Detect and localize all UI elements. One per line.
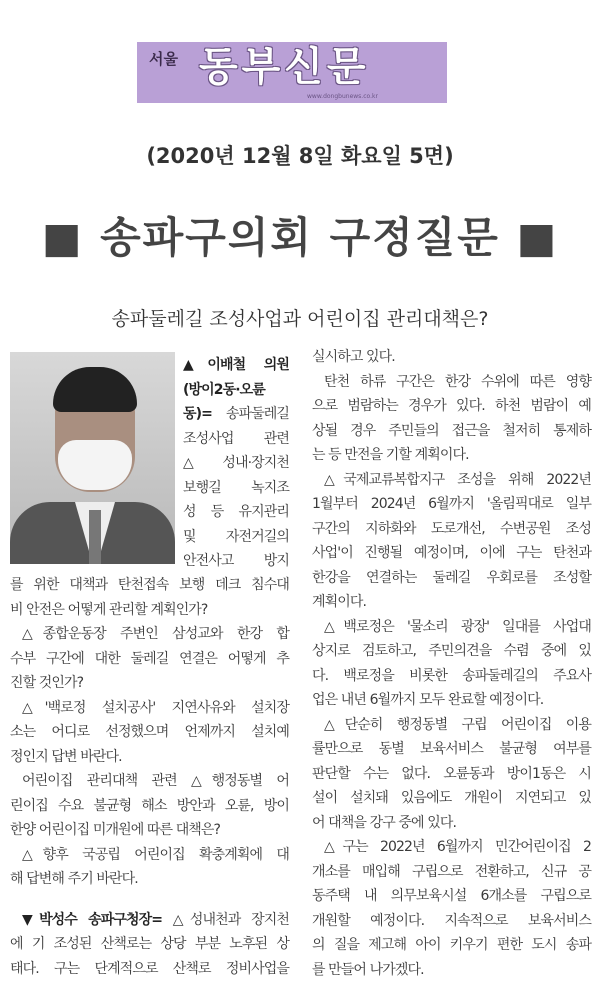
line-text: △향후 국공립 어린이집 확충계획에 대 [22, 846, 289, 863]
line-text: 실시하고 있다. [312, 349, 395, 365]
text-line [312, 566, 591, 591]
line-text: 어린이집 관리대책 관련 △행정동별 어 [22, 773, 289, 789]
text-line [183, 476, 289, 501]
line-text: △성내·장지천 [183, 455, 289, 471]
line-text: 한강을 연결하는 둘레길 우회로를 조성할 [312, 569, 591, 586]
text-line [10, 573, 289, 598]
line-text: 해 답변해 주기 바란다. [10, 871, 138, 887]
text-line [10, 598, 289, 623]
line-text: 및 자전거길의 [183, 528, 289, 545]
line-text: 태다. 구는 단계적으로 산책로 정비사업을 [10, 960, 289, 977]
line-text: 개소를 매입해 구립으로 전환하고, 신규 공 [312, 863, 591, 880]
article-subtitle: 송파둘레길 조성사업과 어린이집 관리대책은? [111, 308, 489, 330]
text-line [312, 541, 591, 566]
line-text: 조성사업 관련 [183, 430, 289, 447]
publication-date: (2020년 12월 8일 화요일 5면) [146, 144, 454, 168]
text-line [312, 688, 591, 713]
logo-url: www.dongbunews.co.kr [307, 93, 378, 100]
right-column-body [312, 345, 591, 982]
line-text: 소는 어디로 선정했으며 언제까지 설치예 [10, 724, 289, 740]
photo-tie [89, 510, 101, 564]
line-text: 진할 것인가? [10, 675, 84, 691]
photo-hair [53, 367, 137, 412]
text-line [312, 370, 591, 395]
speaker-label: ▼박성수 송파구청장= [22, 911, 163, 928]
speaker-label: (방이2동·오륜 [183, 381, 265, 398]
text-line [312, 884, 591, 909]
text-line [312, 835, 591, 860]
text-line [183, 378, 289, 403]
text-line [183, 353, 289, 378]
line-text: 송파둘레길 [211, 406, 289, 422]
text-line [10, 769, 289, 794]
line-text: 의 질을 제고해 아이 키우기 편한 도시 송파 [312, 937, 591, 953]
line-text: 으로 범람하는 경우가 있다. 하천 범람이 예 [312, 398, 591, 414]
line-text: 는 등 만전을 기할 계획이다. [312, 447, 469, 463]
speaker-label: 동)= [183, 406, 212, 422]
text-line [312, 492, 591, 517]
paragraph-gap [10, 892, 289, 908]
line-text: 다. 백로정을 비롯한 송파둘레길의 주요사 [312, 667, 591, 684]
line-text: 업은 내년 6월까지 모두 완료할 예정이다. [312, 692, 544, 708]
text-line [312, 933, 591, 958]
line-text: 판단할 수는 없다. 오륜동과 방이1동은 시 [312, 765, 591, 782]
line-text: 비 안전은 어떻게 관리할 계획인가? [10, 601, 208, 618]
line-text: 린이집 수요 불균형 해소 방안과 오륜, 방이 [10, 797, 289, 814]
line-text: 보행길 녹지조 [183, 479, 289, 496]
councilor-photo [10, 352, 175, 564]
line-text: 개원할 예정이다. 지속적으로 보육서비스 [312, 912, 591, 929]
text-line [10, 720, 289, 745]
line-text: △성내천과 장지천 [162, 911, 289, 928]
line-text: 구간의 지하화와 도로개선, 수변공원 조성 [312, 520, 591, 537]
text-line [10, 696, 289, 721]
line-text: 률만으로 동별 보육서비스 불균형 여부를 [312, 741, 591, 757]
text-line [10, 932, 289, 957]
line-text: 를 만들어 나가겠다. [312, 961, 424, 978]
text-line [312, 639, 591, 664]
line-text: 탄천 하류 구간은 한강 수위에 따른 영향 [324, 373, 591, 390]
speaker-label: ▲이배철 의원 [183, 357, 289, 373]
text-line [312, 615, 591, 640]
text-line [312, 786, 591, 811]
newspaper-logo [137, 42, 447, 103]
text-line [183, 402, 289, 427]
text-line [312, 811, 591, 836]
text-line [312, 737, 591, 762]
line-text: 설이 설치돼 있음에도 개원이 지연되고 있 [312, 790, 591, 806]
text-line [10, 867, 289, 892]
text-line [312, 394, 591, 419]
text-line [312, 860, 591, 885]
text-line [312, 517, 591, 542]
left-column-body [10, 573, 289, 981]
line-text: 한양 어린이집 미개원에 따른 대책은? [10, 822, 221, 838]
text-line [183, 525, 289, 550]
text-line [10, 957, 289, 982]
text-line [312, 958, 591, 983]
article-section-title: ■ 송파구의회 구정질문 ■ [41, 213, 559, 262]
text-line [312, 468, 591, 493]
line-text: △백로정은 '물소리 광장' 일대를 사업대 [324, 618, 591, 635]
text-line [312, 713, 591, 738]
line-text: △단순히 행정동별 구립 어린이집 이용 [324, 716, 591, 733]
text-line [312, 443, 591, 468]
text-line [312, 762, 591, 787]
line-text: 성 등 유지관리 [183, 504, 289, 520]
line-text: △국제교류복합지구 조성을 위해 2022년 [324, 471, 591, 488]
line-text: 에 기 조성된 산책로는 상당 부분 노후된 상 [10, 936, 289, 952]
text-line [183, 427, 289, 452]
text-line [312, 345, 591, 370]
line-text: 상될 경우 주민들의 접근을 철저히 통제하 [312, 422, 591, 439]
line-text: 정인지 답변 바란다. [10, 748, 122, 765]
text-line [10, 794, 289, 819]
line-text: 동주택 내 의무보육시설 6개소를 구립으로 [312, 888, 591, 904]
line-text: 1월부터 2024년 6월까지 '올림픽대로 일부 [312, 496, 591, 512]
text-line [10, 671, 289, 696]
question-intro-column [183, 353, 289, 574]
text-line [312, 590, 591, 615]
logo-region: 서울 [149, 50, 178, 68]
line-text: 계획이다. [312, 594, 367, 610]
line-text: △구는 2022년 6월까지 민간어린이집 2 [324, 839, 591, 855]
text-line [183, 549, 289, 574]
text-line [10, 818, 289, 843]
photo-mask [58, 440, 132, 490]
text-line [10, 908, 289, 933]
line-text: 수부 구간에 대한 둘레길 연결은 어떻게 추 [10, 650, 289, 667]
text-line [312, 664, 591, 689]
line-text: 어 대책을 강구 중에 있다. [312, 814, 456, 831]
text-line [183, 451, 289, 476]
text-line [312, 909, 591, 934]
line-text: 안전사고 방지 [183, 553, 289, 569]
line-text: 사업'이 진행될 예정이며, 이에 구는 탄천과 [312, 545, 591, 561]
text-line [10, 647, 289, 672]
text-line [183, 500, 289, 525]
line-text: 상지로 검토하고, 주민의견을 수렴 중에 있 [312, 643, 591, 659]
text-line [10, 843, 289, 868]
line-text: 를 위한 대책과 탄천접속 보행 데크 침수대 [10, 577, 289, 593]
text-line [10, 745, 289, 770]
line-text: △'백로정 설치공사' 지연사유와 설치장 [22, 699, 289, 716]
logo-name: 동부신문 [199, 44, 370, 90]
text-line [10, 622, 289, 647]
line-text: △종합운동장 주변인 삼성교와 한강 합 [22, 626, 289, 642]
text-line [312, 419, 591, 444]
